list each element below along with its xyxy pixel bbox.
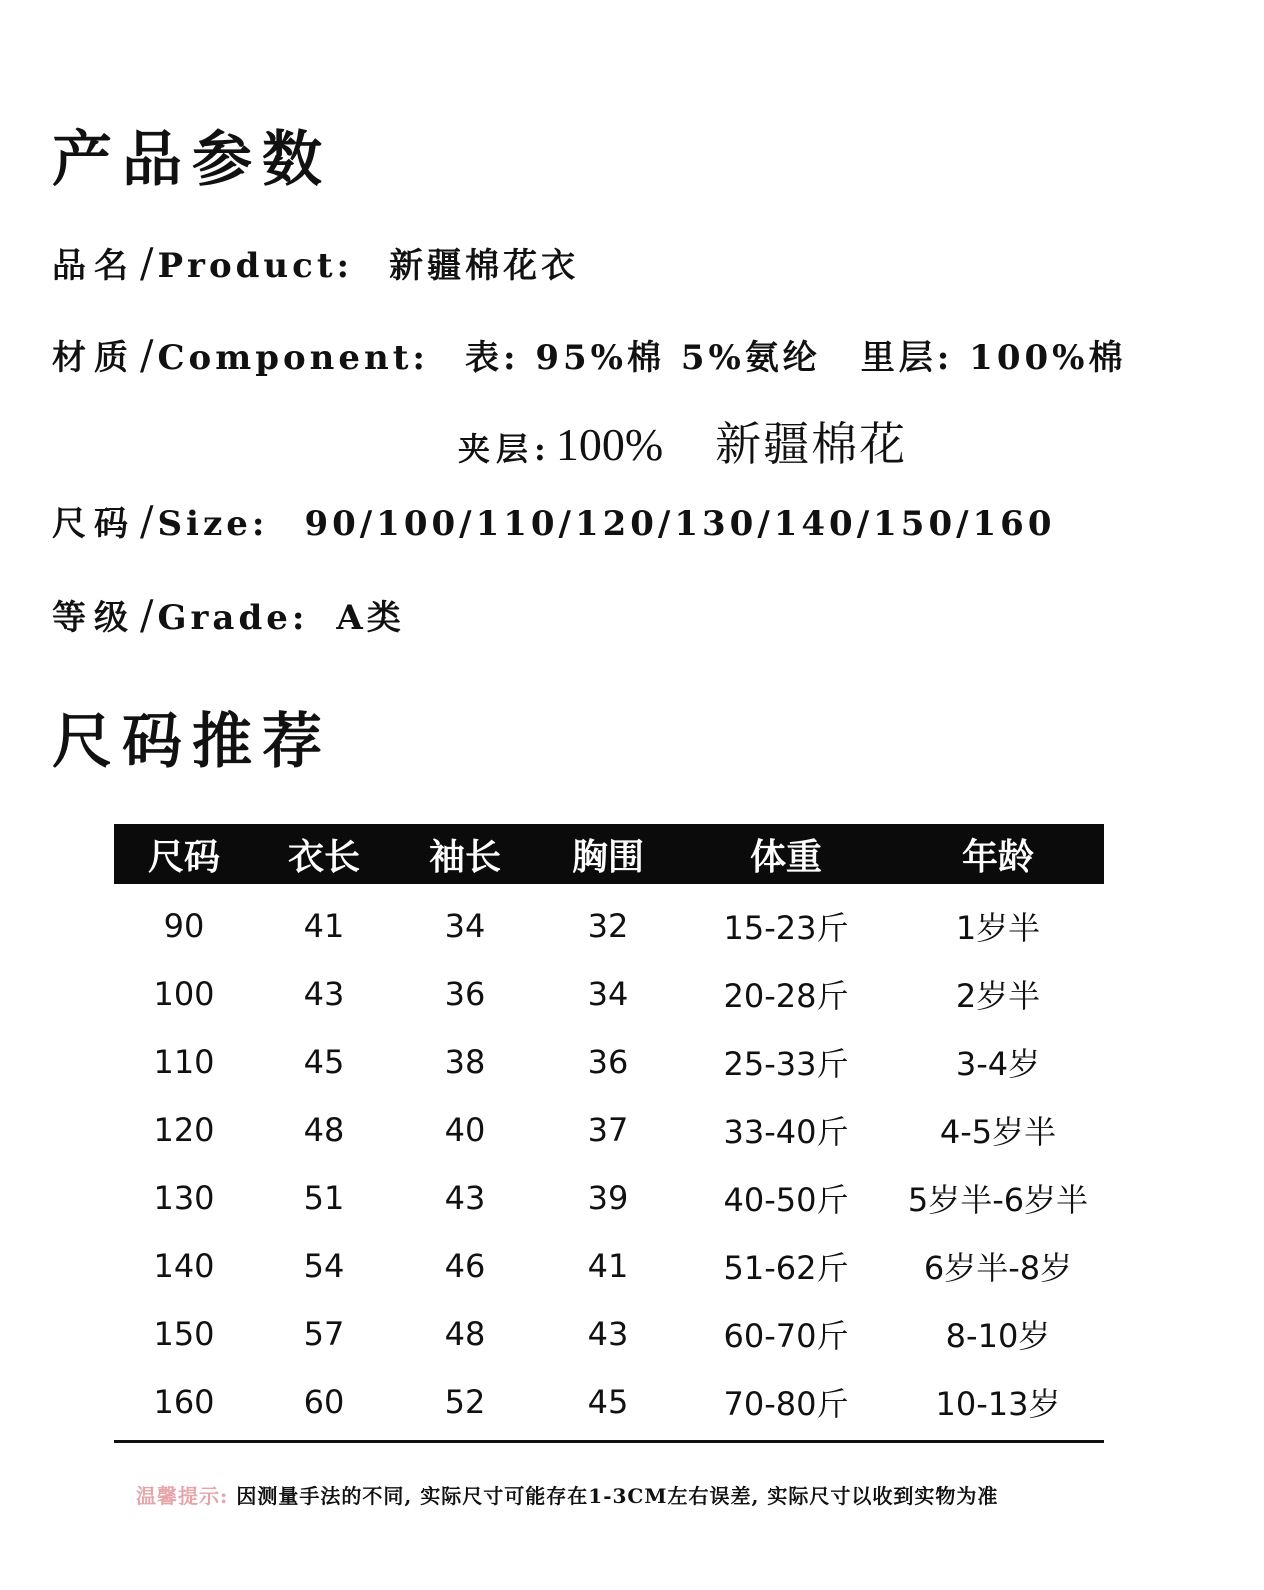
cell-age: 5岁半-6岁半	[907, 1181, 1089, 1219]
cell-size: 110	[153, 1043, 215, 1081]
cell-age: 8-10岁	[945, 1317, 1051, 1355]
table-row	[114, 1368, 1104, 1436]
cell-chest: 37	[587, 1111, 629, 1149]
component-lining: 里层: 100%棉	[860, 338, 1127, 378]
slash-separator: /	[140, 333, 154, 379]
cell-chest: 39	[587, 1179, 629, 1217]
cell-weight: 51-62斤	[723, 1249, 849, 1287]
cell-sleeve: 48	[444, 1315, 486, 1353]
interlayer-label: 夹层:	[458, 430, 552, 468]
size-row	[52, 496, 1056, 545]
params-title: 产品参数	[52, 125, 332, 195]
cell-length: 41	[303, 907, 345, 945]
cell-sleeve: 52	[444, 1383, 486, 1421]
cell-chest: 36	[587, 1043, 629, 1081]
cell-age: 1岁半	[955, 909, 1041, 947]
table-row	[114, 1028, 1104, 1096]
header-age: 年龄	[961, 836, 1034, 878]
cell-size: 100	[153, 975, 215, 1013]
cell-sleeve: 38	[444, 1043, 486, 1081]
product-label-cn: 品名	[52, 246, 136, 286]
cell-size: 90	[163, 907, 205, 945]
slash-separator: /	[140, 593, 154, 639]
grade-value: A类	[336, 598, 405, 638]
table-bottom-rule	[114, 1440, 1104, 1443]
component-outer: 表: 95%棉 5%氨纶	[464, 338, 821, 378]
grade-label-cn: 等级	[52, 598, 136, 638]
product-label-en: Product:	[157, 246, 354, 286]
grade-label-en: Grade:	[157, 598, 309, 638]
cell-length: 54	[303, 1247, 345, 1285]
cell-age: 6岁半-8岁	[923, 1249, 1073, 1287]
cell-size: 120	[153, 1111, 215, 1149]
interlayer-material: 新疆棉花	[715, 419, 908, 470]
header-chest: 胸围	[571, 836, 644, 878]
header-size: 尺码	[147, 836, 220, 878]
slash-separator: /	[140, 241, 154, 287]
component-label-cn: 材质	[52, 338, 136, 378]
cell-size: 140	[153, 1247, 215, 1285]
table-row	[114, 1096, 1104, 1164]
component-interlayer-row	[458, 408, 907, 474]
cell-sleeve: 40	[444, 1111, 486, 1149]
cell-sleeve: 36	[444, 975, 486, 1013]
product-value: 新疆棉花衣	[389, 246, 580, 286]
cell-sleeve: 43	[444, 1179, 486, 1217]
table-row	[114, 1232, 1104, 1300]
size-label-cn: 尺码	[52, 504, 136, 544]
cell-length: 45	[303, 1043, 345, 1081]
size-recommend-title: 尺码推荐	[52, 707, 332, 777]
cell-weight: 60-70斤	[723, 1317, 849, 1355]
cell-weight: 15-23斤	[723, 909, 849, 947]
cell-chest: 45	[587, 1383, 629, 1421]
size-label-en: Size:	[157, 504, 269, 544]
slash-separator: /	[140, 499, 154, 545]
table-row	[114, 884, 1104, 960]
note-prefix: 温馨提示:	[136, 1484, 229, 1508]
note-text: 因测量手法的不同, 实际尺寸可能存在1-3CM左右误差, 实际尺寸以收到实物为准	[236, 1484, 999, 1508]
table-header-row	[114, 824, 1104, 884]
cell-size: 130	[153, 1179, 215, 1217]
cell-age: 2岁半	[955, 977, 1041, 1015]
cell-size: 150	[153, 1315, 215, 1353]
header-weight: 体重	[749, 836, 822, 878]
cell-age: 4-5岁半	[939, 1113, 1057, 1151]
cell-sleeve: 46	[444, 1247, 486, 1285]
table-row	[114, 960, 1104, 1028]
cell-sleeve: 34	[444, 907, 486, 945]
interlayer-percent: 100%	[555, 419, 664, 470]
cell-length: 43	[303, 975, 345, 1013]
cell-size: 160	[153, 1383, 215, 1421]
cell-weight: 70-80斤	[723, 1385, 849, 1423]
cell-length: 48	[303, 1111, 345, 1149]
cell-length: 51	[303, 1179, 345, 1217]
cell-weight: 40-50斤	[723, 1181, 849, 1219]
cell-weight: 25-33斤	[723, 1045, 849, 1083]
cell-weight: 33-40斤	[723, 1113, 849, 1151]
cell-chest: 41	[587, 1247, 629, 1285]
component-label-en: Component:	[157, 338, 429, 378]
cell-chest: 34	[587, 975, 629, 1013]
cell-length: 57	[303, 1315, 345, 1353]
table-row	[114, 1164, 1104, 1232]
grade-row	[52, 590, 405, 639]
product-row	[52, 238, 579, 287]
cell-chest: 32	[587, 907, 629, 945]
table-row	[114, 1300, 1104, 1368]
header-length: 衣长	[287, 836, 360, 878]
cell-age: 3-4岁	[955, 1045, 1041, 1083]
cell-length: 60	[303, 1383, 345, 1421]
cell-weight: 20-28斤	[723, 977, 849, 1015]
measurement-note	[136, 1480, 998, 1509]
size-value: 90/100/110/120/130/140/150/160	[304, 504, 1056, 544]
component-row	[52, 330, 1126, 379]
cell-chest: 43	[587, 1315, 629, 1353]
header-sleeve: 袖长	[428, 836, 501, 878]
cell-age: 10-13岁	[935, 1385, 1061, 1423]
size-table	[114, 824, 1104, 1436]
